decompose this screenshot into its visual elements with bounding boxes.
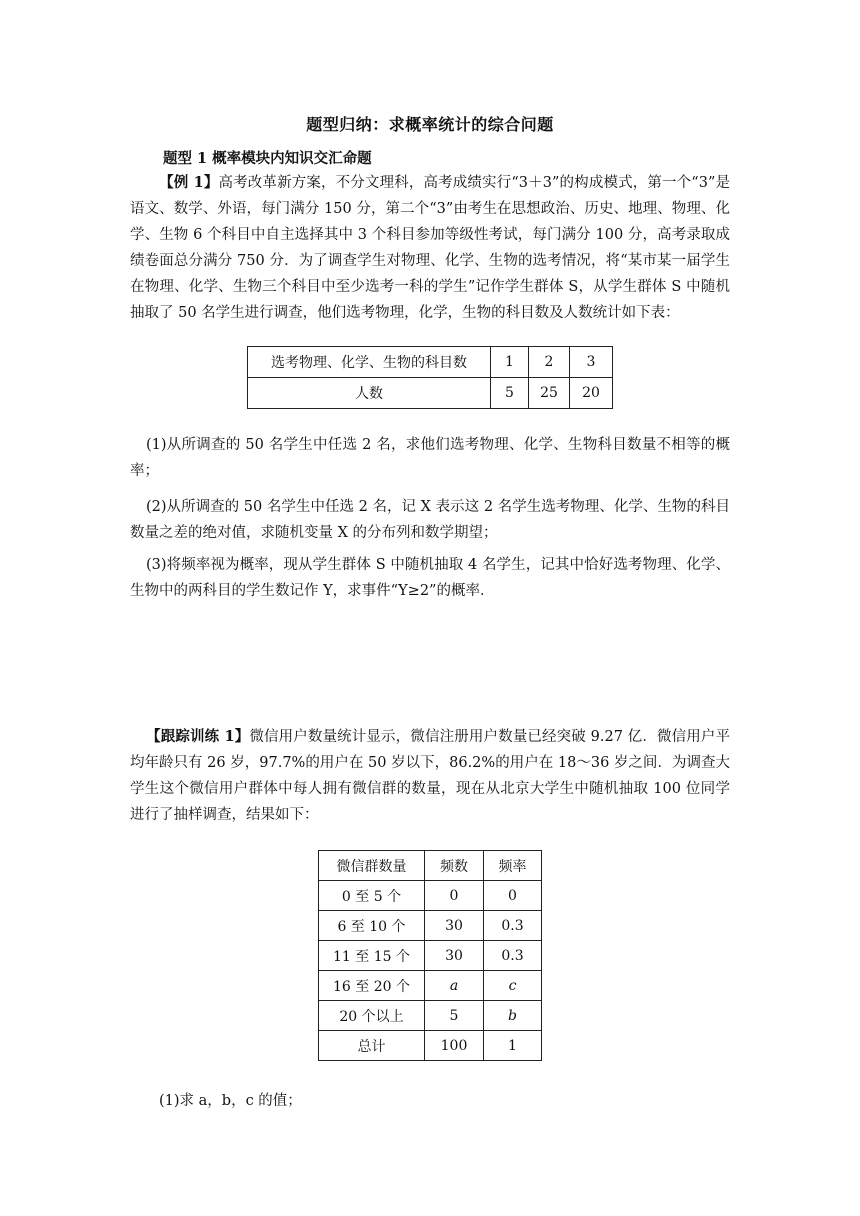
table-cell: 5: [425, 1001, 484, 1031]
table-row: [248, 378, 613, 409]
section-heading: 题型 1 概率模块内知识交汇命题: [163, 150, 372, 167]
table-row: [248, 347, 613, 378]
table-cell: 30: [425, 911, 484, 941]
training-1-text: 微信用户数量统计显示，微信注册用户数量已经突破 9.27 亿．微信用户平均年龄只有 26 岁，97.7%的用户在 50 岁以下，86.2%的用户在 18～36 岁之间．为调查大学生这个微信用户群体中每人拥有微信群的数量，现在从北京大学生中随机抽取 100 位同学进行了抽样调查，结果如下：: [130, 729, 730, 823]
table-cell: 微信群数量: [319, 851, 425, 881]
table-cell: c: [484, 971, 542, 1001]
example-1-text: 高考改革新方案，不分文理科，高考成绩实行“3＋3”的构成模式，第一个“3”是语文、数学、外语，每门满分 150 分，第二个“3”由考生在思想政治、历史、地理、物理、化学、生物 6 个科目中自主选择其中 3 个科目参加等级性考试，每门满分 100 分，高考录取成绩卷面总分满分 750 分．为了调查学生对物理、化学、生物的选考情况，将“某市某一届学生在物理、化学、生物三个科目中至少选考一科的学生”记作学生群体 S，从学生群体 S 中随机抽取了 50 名学生进行调查，他们选考物理，化学，生物的科目数及人数统计如下表：: [130, 175, 731, 321]
training-1-label: 【跟踪训练 1】: [146, 728, 250, 745]
table-cell: 25: [529, 378, 570, 409]
table-cell: 0.3: [484, 941, 542, 971]
table-row: [319, 1001, 542, 1031]
table-cell: a: [425, 971, 484, 1001]
table-cell: 2: [529, 347, 570, 378]
table-cell: 频率: [484, 851, 542, 881]
table-cell: 1: [484, 1031, 542, 1061]
table-cell: 100: [425, 1031, 484, 1061]
table-cell: 5: [491, 378, 529, 409]
table-cell: 6 至 10 个: [319, 911, 425, 941]
table-cell: 频数: [425, 851, 484, 881]
wechat-group-table: [318, 850, 542, 1061]
table-cell: 人数: [248, 378, 491, 409]
page-title: 题型归纳：求概率统计的综合问题: [306, 115, 554, 134]
table-cell: 0: [425, 881, 484, 911]
training-1-paragraph: [130, 724, 730, 828]
table-row: [319, 911, 542, 941]
table-cell: b: [484, 1001, 542, 1031]
table-cell: 选考物理、化学、生物的科目数: [248, 347, 491, 378]
example-1-label: 【例 1】: [159, 174, 219, 191]
table-cell: 0 至 5 个: [319, 881, 425, 911]
table-cell: 3: [570, 347, 613, 378]
question-t1-1: (1)求 a，b，c 的值；: [159, 1093, 302, 1109]
example-1-paragraph: [130, 170, 730, 326]
question-1-1: (1)从所调查的 50 名学生中任选 2 名，求他们选考物理、化学、生物科目数量不相等的概率；: [130, 437, 730, 479]
table-row: [319, 881, 542, 911]
table-cell: 0: [484, 881, 542, 911]
table-cell: 20: [570, 378, 613, 409]
question-1-3: (3)将频率视为概率，现从学生群体 S 中随机抽取 4 名学生，记其中恰好选考物理、化学、生物中的两科目的学生数记作 Y，求事件“Y≥2”的概率．: [130, 557, 730, 599]
table-row: [319, 971, 542, 1001]
table-cell: 11 至 15 个: [319, 941, 425, 971]
table-row: [319, 941, 542, 971]
subject-count-table: [247, 346, 613, 409]
table-cell: 总计: [319, 1031, 425, 1061]
table-cell: 16 至 20 个: [319, 971, 425, 1001]
table-cell: 1: [491, 347, 529, 378]
table-cell: 0.3: [484, 911, 542, 941]
table-row: [319, 1031, 542, 1061]
table-row: [319, 851, 542, 881]
question-1-2: (2)从所调查的 50 名学生中任选 2 名，记 X 表示这 2 名学生选考物理、化学、生物的科目数量之差的绝对值，求随机变量 X 的分布列和数学期望；: [130, 499, 730, 541]
table-cell: 30: [425, 941, 484, 971]
table-cell: 20 个以上: [319, 1001, 425, 1031]
